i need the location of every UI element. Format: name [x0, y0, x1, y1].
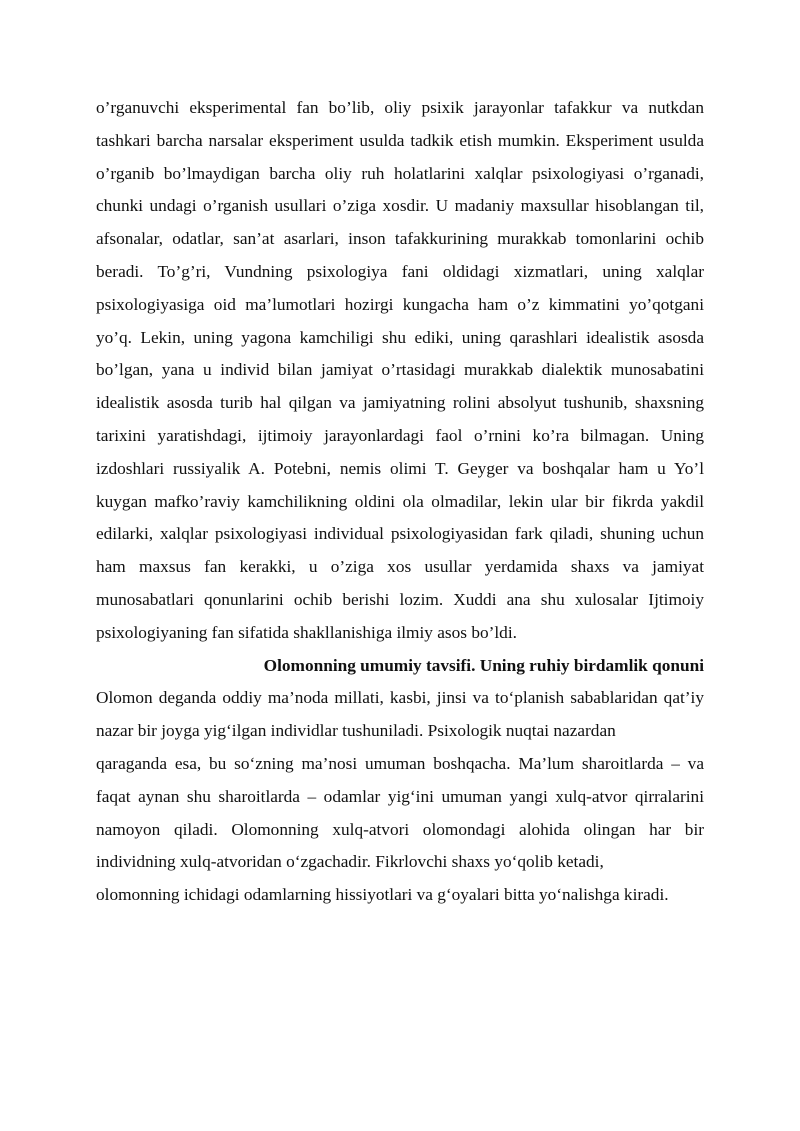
body-paragraph-crowd-emotions: olomonning ichidagi odamlarning hissiyotlari va g‘oyalari bitta yo‘nalishga kiradi. [96, 885, 669, 905]
document-page [96, 92, 704, 912]
body-paragraph-vundt-critique: o’rganuvchi eksperimental fan bo’lib, oliy psixik jarayonlar tafakkur va nutkdan tashkari barcha narsalar eksperiment usulda tadkik etish mumkin. Eksperiment usulda o’rganib bo’lmaydigan barcha oliy ruh holatlarini xalqlar psixologiyasi o’rganadi, chunki undagi o’rganish usullari o’ziga xosdir. U madaniy maxsullar hisoblangan til, afsonalar, odatlar, san’at asarlari, inson tafakkurining murakkab tomonlarini ochib beradi. To’g’ri, Vundning psixologiya fani oldidagi xizmatlari, uning xalqlar psixologiyasiga oid ma’lumotlari hozirgi kungacha ham o’z kimmatini yo’qotgani yo’q. Lekin, uning yagona kamchiligi shu ediki, uning qarashlari idealistik asosda bo’lgan, yana u individ bilan jamiyat o’rtasidagi murakkab dialektik munosabatini idealistik asosda turib hal qilgan va jamiyatning rolini absolyut tushunib, shaxsning tarixini yaratishdagi, ijtimoiy jarayonlardagi faol o’rnini ko’ra bilmagan. Uning izdoshlari russiyalik A. Potebni, nemis olimi T. Geyger va boshqalar ham u Yo’l kuygan mafko’raviy kamchilikning oldini ola olmadilar, lekin ular bir fikrda yakdil edilarki, xalqlar psixologiyasi individual psixologiyasidan fark qiladi, shuning uchun ham maxsus fan kerakki, u o’ziga xos usullar yerdamida shaxs va jamiyat munosabatlari qonunlarini ochib berishi lozim. Xuddi ana shu xulosalar Ijtimoiy psixologiyaning fan sifatida shakllanishiga ilmiy asos bo’ldi. [96, 98, 704, 642]
section-heading: Olomonning umumiy tavsifi. Uning ruhiy birdamlik qonuni [263, 655, 704, 675]
body-paragraph-crowd-definition: Olomon deganda oddiy ma’noda millati, kasbi, jinsi va to‘planish sabablaridan qat’iy nazar bir joyga yig‘ilgan individlar tushuniladi. Psixologik nuqtai nazardan [96, 688, 704, 741]
body-paragraph-crowd-behavior: qaraganda esa, bu so‘zning ma’nosi umuman boshqacha. Ma’lum sharoitlarda – va faqat aynan shu sharoitlarda – odamlar yig‘ini umuman yangi xulq-atvor qirralarini namoyon qiladi. Olomonning xulq-atvori olomondagi alohida olingan har bir individning xulq-atvoridan o‘zgachadir. Fikrlovchi shaxs yo‘qolib ketadi, [96, 753, 704, 872]
